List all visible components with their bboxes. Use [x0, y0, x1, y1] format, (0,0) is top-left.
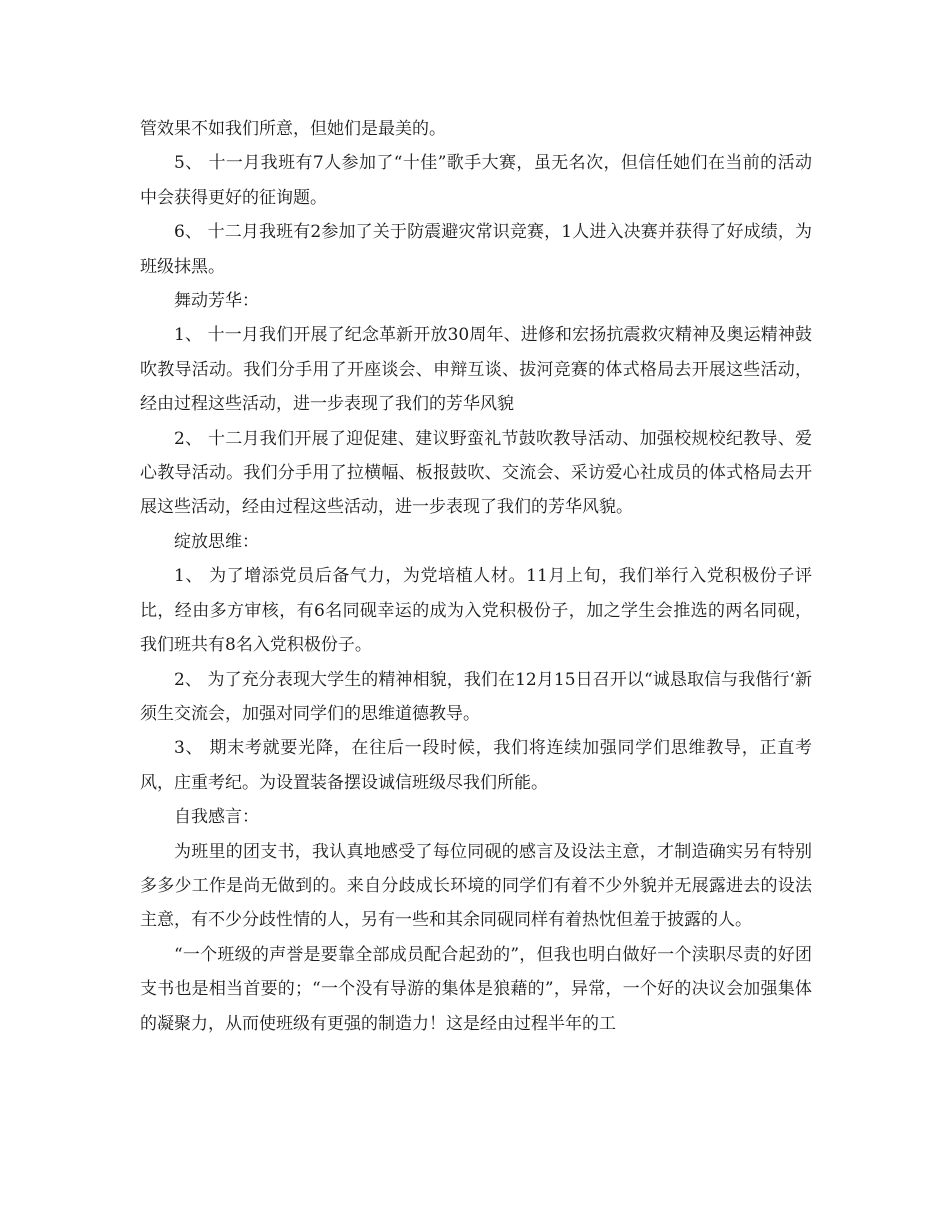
paragraph-thinking-3: 3、 期末考就要光降，在往后一段时候，我们将连续加强同学们思维教导，正直考风，庄重考纪。为设置装备摆设诚信班级尽我们所能。 — [140, 738, 812, 793]
paragraph-thinking-2: 2、 为了充分表现大学生的精神相貌，我们在12月15日召开以“诚恳取信与我偕行‘新须生交流会，加强对同学们的思维道德教导。 — [140, 669, 812, 724]
paragraph-item-6: 6、 十二月我班有2参加了关于防震避灾常识竞赛，1人进入决赛并获得了好成绩，为班级抹黑。 — [140, 222, 812, 277]
paragraph-reflection-2: “一个班级的声誉是要靠全部成员配合起劲的”，但我也明白做好一个渎职尽责的好团支书也是相当首要的；“一个没有导游的集体是狼藉的”，异常，一个好的决议会加强集体的凝聚力，从而使班级有更强的制造力！这是经由过程半年的工 — [140, 944, 812, 1034]
paragraph-reflection-1: 为班里的团支书，我认真地感受了每位同砚的感言及设法主意，才制造确实另有特别多多少工作是尚无做到的。来自分歧成长环境的同学们有着不少外貌并无展露进去的设法主意，有不少分歧性情的人，另有一些和其余同砚同样有着热忱但羞于披露的人。 — [140, 841, 812, 931]
document-page — [140, 112, 812, 1041]
section-heading-thinking: 绽放思维： — [174, 531, 259, 552]
paragraph-continuation: 管效果不如我们所意，但她们是最美的。 — [140, 119, 446, 139]
paragraph-thinking-1: 1、 为了增添党员后备气力，为党培植人材。11月上旬，我们举行入党积极份子评比，经由多方审核，有6名同砚幸运的成为入党积极份子，加之学生会推选的两名同砚，我们班共有8名入党积极份子。 — [140, 566, 812, 656]
section-heading-dance: 舞动芳华： — [174, 291, 259, 312]
paragraph-dance-1: 1、 十一月我们开展了纪念革新开放30周年、进修和宏扬抗震救灾精神及奥运精神鼓吹教导活动。我们分手用了开座谈会、申辩互谈、拔河竞赛的体式格局去开展这些活动，经由过程这些活动，进一步表现了我们的芳华风貌 — [140, 325, 812, 415]
paragraph-item-5: 5、 十一月我班有7人参加了“十佳”歌手大赛，虽无名次，但信任她们在当前的活动中会获得更好的征询题。 — [140, 153, 812, 208]
paragraph-dance-2: 2、 十二月我们开展了迎促建、建议野蛮礼节鼓吹教导活动、加强校规校纪教导、爱心教导活动。我们分手用了拉横幅、板报鼓吹、交流会、采访爱心社成员的体式格局去开展这些活动，经由过程这些活动，进一步表现了我们的芳华风貌。 — [140, 428, 812, 518]
section-heading-reflection: 自我感言： — [174, 807, 259, 828]
